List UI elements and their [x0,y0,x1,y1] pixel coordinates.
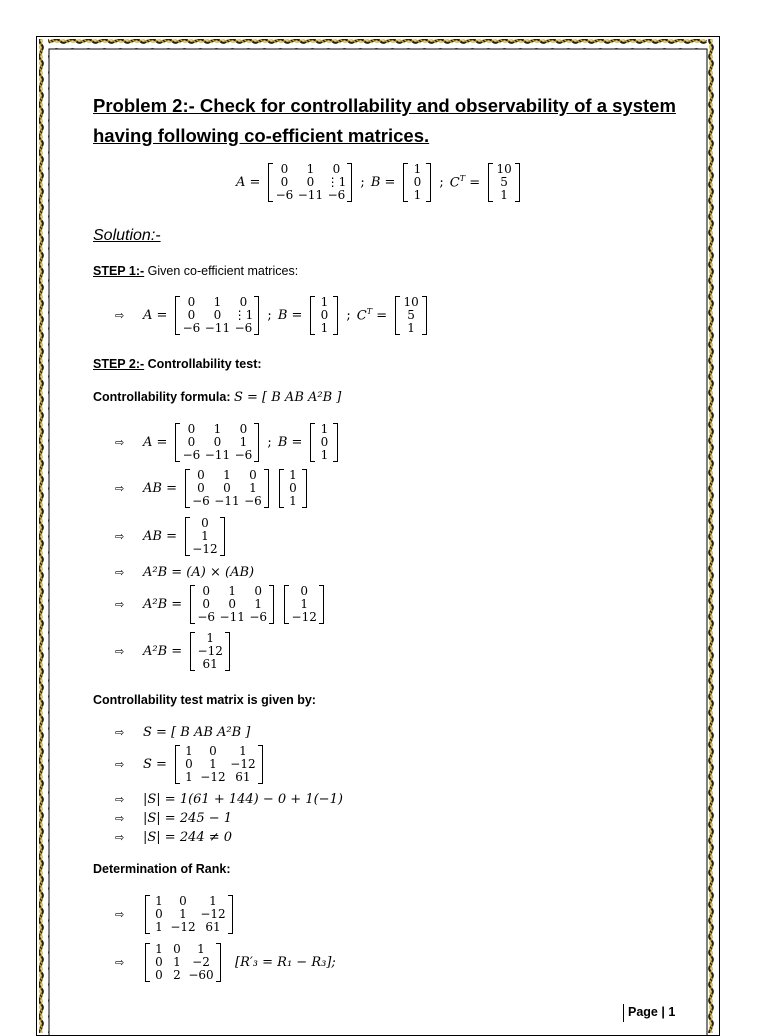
matrix-cell: 0 [289,481,297,495]
matrix-cell: 1 [223,468,231,482]
label-B-eq: B = [370,175,396,190]
matrix-cell: 1 [201,529,209,543]
matrix-cell: 1 [289,468,297,482]
matrix-cell: −12 [170,920,196,934]
row-det-2: ⇨ |S| = 245 − 1 [115,811,233,826]
matrix-cell: −12 [197,644,223,658]
matrix-row [315,449,333,462]
step1-heading: STEP 1:- Given co-efficient matrices: [93,264,299,278]
matrix-cell: −6 [275,188,294,202]
matrix-cell: 61 [235,770,251,784]
matrix-cell: ⋮1 [326,175,347,189]
matrix-cell: 1 [185,744,193,758]
matrix-row [289,611,319,624]
matrix-cell: 1 [228,584,236,598]
matrix-row [493,189,515,202]
matrix-cell: 1 [206,631,214,645]
matrix-row [195,658,225,671]
matrix-cell: 1 [320,422,329,436]
matrix-cell: −6 [182,321,201,335]
matrix-cell: −12 [291,610,317,624]
step1-matrices: ⇨ A = 0 1 0 0 0 ⋮1 −6 −11 −6 ; B = 1 0 1 ; $C^T$ = 10 5 1 [115,296,429,335]
matrix-cell: 1 [306,162,315,176]
matrix-cell: 1 [213,295,222,309]
matrix-row [195,611,269,624]
matrix-cell: 0 [202,597,210,611]
matrix-cell: 0 [413,175,422,189]
arrow-icon: ⇨ [115,908,125,921]
matrix-cell: 1 [320,448,329,462]
test-matrix-heading: Controllability test matrix is given by: [93,693,316,707]
matrix-cell: 0 [201,516,209,530]
matrix-cell: −6 [197,610,216,624]
row-AB-product: ⇨ AB = 0 1 0 0 0 1 −6 −11 −6 1 0 1 [115,469,309,508]
matrix-cell: −12 [230,757,256,771]
matrix-row [180,771,258,784]
matrix-cell: 0 [209,744,217,758]
matrix-cell: 0 [187,295,196,309]
matrix-cell: −6 [249,610,268,624]
matrix-cell: 0 [173,942,181,956]
matrix-cell: 0 [239,422,248,436]
matrix-cell: 1 [320,321,329,335]
row-rank-matrix-1 [115,895,235,934]
matrix-row-reduced [145,943,221,982]
matrix-row [315,322,333,335]
matrix-cell: 1 [500,188,508,202]
matrix-cell: 1 [155,894,163,908]
matrix-cell: 0 [239,295,248,309]
matrix-cell: −6 [327,188,346,202]
matrix-B [310,296,338,335]
matrix-CT [395,296,427,335]
row-A2B-result: ⇨ A²B = 1 −12 61 [115,632,232,671]
matrix-cell: 0 [228,597,236,611]
matrix-cell: 2 [173,968,181,982]
matrix-cell: 0 [179,894,187,908]
arrow-icon: ⇨ [115,309,125,322]
matrix-cell: −11 [214,494,240,508]
matrix-cell: 61 [202,657,218,671]
label-CT: $C^T$ = [449,174,481,191]
matrix-cell: 1 [239,744,247,758]
row-det-1: ⇨ |S| = 1(61 + 144) − 0 + 1(−1) [115,792,343,807]
separator: ; [439,175,444,190]
row-S-matrix: ⇨ S = 1 0 1 0 1 −12 1 −12 61 [115,745,265,784]
matrix-A [185,469,269,508]
matrix-cell: −6 [182,448,201,462]
matrix-AB [284,585,324,624]
matrix-cell: 0 [223,481,231,495]
matrix-cell: 0 [254,584,262,598]
matrix-cell: 1 [213,422,222,436]
matrix-B [279,469,307,508]
matrix-cell: 0 [280,175,289,189]
matrix-row [150,969,216,982]
footer-divider [623,1004,624,1022]
matrix-cell: −2 [192,955,210,969]
matrix-cell: 0 [197,481,205,495]
arrow-icon: ⇨ [115,758,125,771]
matrix-A [175,296,259,335]
arrow-icon: ⇨ [115,566,125,579]
arrow-icon: ⇨ [115,812,125,825]
problem-title-line-2: having following co-efficient matrices. [93,125,430,146]
matrix-cell: −11 [297,188,324,202]
matrix-cell: 0 [332,162,341,176]
matrix-cell: −12 [192,542,218,556]
matrix-B [403,163,431,202]
matrix-cell: 1 [173,955,181,969]
row-S-def: ⇨ S = [ B AB A²B ] [115,725,251,740]
matrix-cell: 0 [320,308,329,322]
matrix-A [190,585,274,624]
matrix-A2B [190,632,230,671]
label-A-eq: A = [236,175,261,190]
row-operation: [R′₃ = R₁ − R₃]; [235,955,336,970]
matrix-cell: 5 [500,175,508,189]
arrow-icon: ⇨ [115,726,125,739]
matrix-A [268,163,352,202]
matrix-cell: 1 [254,597,262,611]
matrix-cell: 1 [413,162,422,176]
matrix-cell: 0 [155,907,163,921]
row-rank-matrix-2 [115,943,336,982]
arrow-icon: ⇨ [115,436,125,449]
matrix-row [400,322,422,335]
matrix-cell: 1 [155,942,163,956]
rank-heading: Determination of Rank: [93,862,231,876]
row-A2B-product: ⇨ A²B = 0 1 0 0 0 1 −6 −11 −6 0 1 −12 [115,585,326,624]
matrix-cell: 0 [187,308,196,322]
matrix-row [150,921,228,934]
matrix-A [175,423,259,462]
arrow-icon: ⇨ [115,530,125,543]
matrix-cell: 0 [300,584,308,598]
matrix-cell: −6 [192,494,210,508]
matrix-cell: 0 [249,468,257,482]
matrix-cell: 1 [155,920,163,934]
matrix-S [145,895,233,934]
matrix-cell: −11 [204,448,231,462]
arrow-icon: ⇨ [115,598,125,611]
matrix-cell: 0 [202,584,210,598]
matrix-cell: −60 [188,968,214,982]
matrix-cell: 61 [205,920,221,934]
matrix-row [284,495,302,508]
matrix-cell: −12 [200,770,226,784]
matrix-B [310,423,338,462]
matrix-cell: 1 [249,481,257,495]
matrix-cell: 1 [289,494,297,508]
matrix-cell: 1 [179,907,187,921]
matrix-row [180,322,254,335]
matrix-cell: −11 [219,610,245,624]
matrix-row [190,543,220,556]
matrix-cell: 0 [320,435,329,449]
problem-title-line-1: Problem 2:- Check for controllability and observability of a system [93,95,676,116]
matrix-cell: −6 [244,494,262,508]
matrix-cell: 5 [407,308,415,322]
row-A2B-definition: ⇨ A²B = (A) × (AB) [115,565,255,580]
row-det-3: ⇨ |S| = 244 ≠ 0 [115,830,233,845]
matrix-cell: 1 [239,435,248,449]
matrix-cell: ⋮1 [233,308,254,322]
arrow-icon: ⇨ [115,645,125,658]
matrix-cell: −12 [200,907,226,921]
matrix-cell: 1 [185,770,193,784]
controllability-formula: Controllability formula: S = [ B AB A²B ] [93,390,342,405]
arrow-icon: ⇨ [115,793,125,806]
matrix-cell: 0 [155,968,163,982]
matrix-cell: 1 [197,942,205,956]
matrix-row [408,189,426,202]
matrix-cell: 10 [403,295,419,309]
matrix-cell: 0 [306,175,315,189]
matrix-cell: 0 [280,162,289,176]
step2-heading: STEP 2:- Controllability test: [93,357,262,371]
matrix-cell: 1 [320,295,329,309]
matrix-cell: 1 [407,321,415,335]
matrix-cell: 0 [187,422,196,436]
matrix-row [190,495,264,508]
solution-heading: Solution:- [93,227,161,244]
row-A-B: ⇨ A = 0 1 0 0 0 1 −6 −11 −6 ; B = 1 0 1 [115,423,340,462]
arrow-icon: ⇨ [115,831,125,844]
matrix-AB [185,517,225,556]
matrix-cell: 0 [185,757,193,771]
matrix-cell: 0 [187,435,196,449]
matrix-S [175,745,263,784]
matrix-cell: 1 [209,757,217,771]
matrix-row [180,449,254,462]
matrix-cell: 10 [496,162,512,176]
matrix-cell: 1 [300,597,308,611]
matrix-row [273,189,347,202]
matrix-cell: −11 [204,321,231,335]
separator: ; [360,175,365,190]
matrix-cell: 1 [209,894,217,908]
matrix-cell: 1 [413,188,422,202]
matrix-cell: 0 [197,468,205,482]
row-AB-result: ⇨ AB = 0 1 −12 [115,517,227,556]
matrix-cell: 0 [213,308,222,322]
matrix-cell: 0 [213,435,222,449]
page-number: Page | 1 [628,1005,676,1019]
matrix-cell: −6 [234,321,253,335]
arrow-icon: ⇨ [115,956,125,969]
matrix-cell: −6 [234,448,253,462]
given-matrices-header [236,163,522,202]
arrow-icon: ⇨ [115,482,125,495]
matrix-CT [488,163,520,202]
matrix-cell: 0 [155,955,163,969]
